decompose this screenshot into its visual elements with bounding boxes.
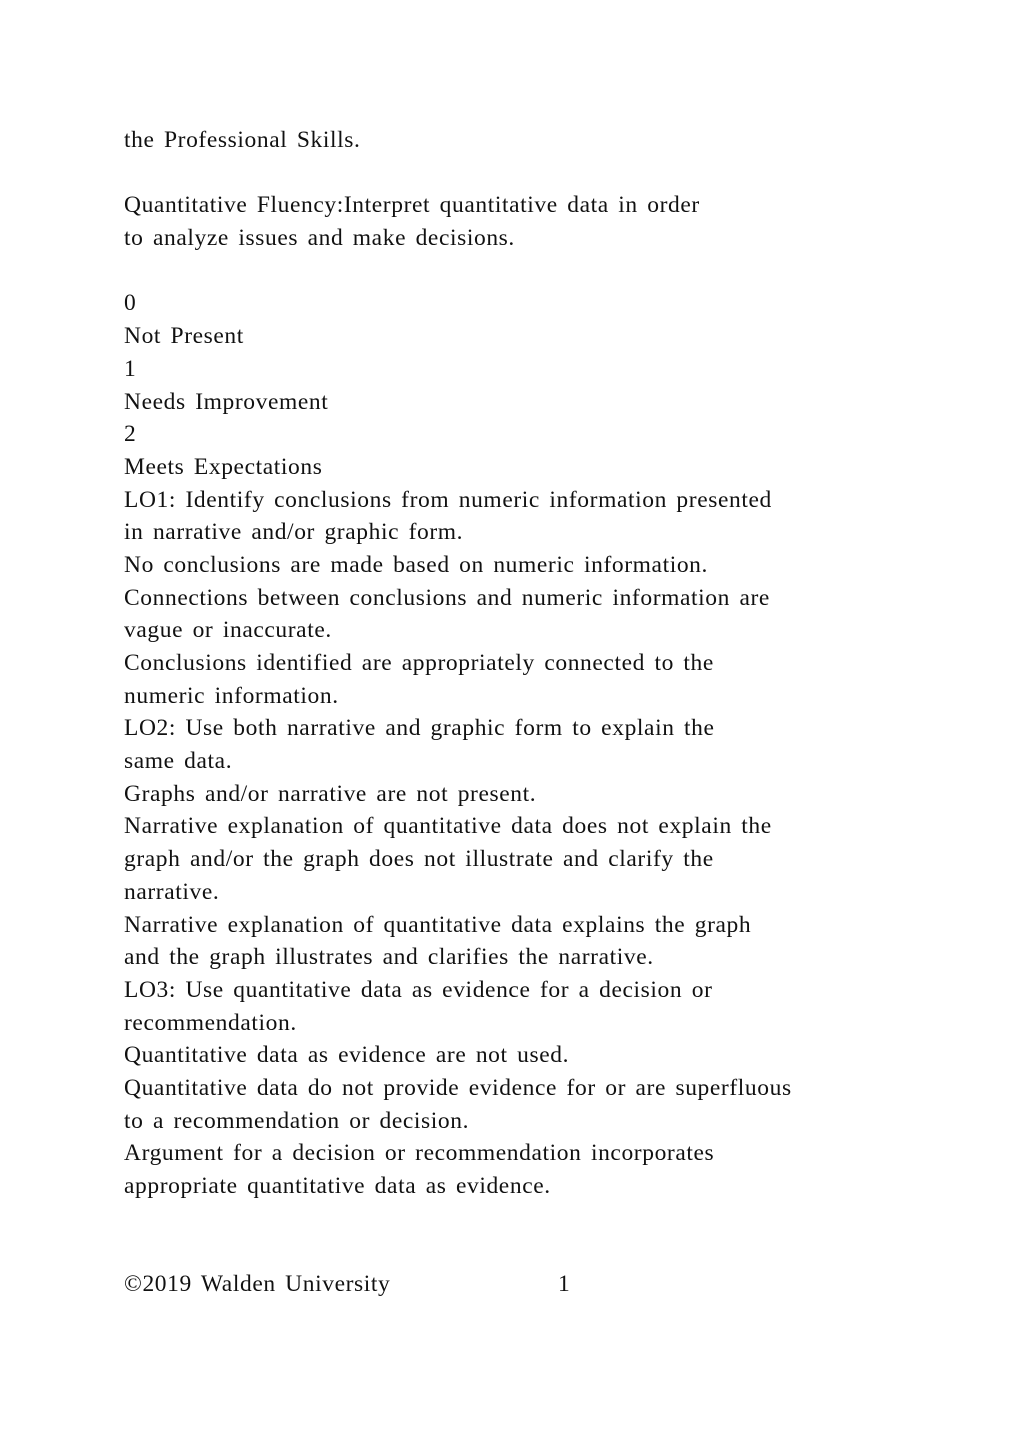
text-line: numeric information. [124,682,339,709]
text-line: 0 [124,290,137,317]
text-line: Graphs and/or narrative are not present. [124,780,537,807]
blank-line [124,157,924,190]
text-line: appropriate quantitative data as evidence. [124,1173,551,1199]
text-line: to a recommendation or decision. [124,1107,470,1134]
text-line: No conclusions are made based on numeric information. [124,551,709,578]
text-line: narrative. [124,878,220,905]
text-line: Quantitative data do not provide evidence for or are superfluous [124,1074,792,1101]
text-line: and the graph illustrates and clarifies the narrative. [124,944,654,971]
text-line: LO2: Use both narrative and graphic form to explain the [124,715,715,742]
text-line: recommendation. [124,1009,297,1036]
text-line: Connections between conclusions and numeric information are [124,584,770,611]
text-line: Needs Improvement [124,388,329,415]
document-body [124,124,924,1203]
page-footer [124,1268,571,1301]
text-line: in narrative and/or graphic form. [124,519,464,546]
text-line: Conclusions identified are appropriately connected to the [124,650,714,676]
page-number: 1 [558,1271,571,1297]
text-line: Narrative explanation of quantitative data does not explain the [124,813,772,840]
text-line: Meets Expectations [124,453,323,480]
blank-line [124,255,924,288]
text-line: Not Present [124,323,244,350]
text-line: LO1: Identify conclusions from numeric information presented [124,486,772,513]
copyright-text: ©2019 Walden University [124,1271,391,1297]
text-line: same data. [124,748,233,775]
text-line: to analyze issues and make decisions. [124,225,515,252]
text-line: the Professional Skills. [124,127,361,153]
text-line: vague or inaccurate. [124,617,332,644]
text-line: Quantitative data as evidence are not used. [124,1042,570,1069]
text-line: graph and/or the graph does not illustrate and clarify the [124,846,714,873]
text-line: Narrative explanation of quantitative data explains the graph [124,911,752,938]
text-line: LO3: Use quantitative data as evidence for a decision or [124,976,713,1003]
text-line: Argument for a decision or recommendation incorporates [124,1140,715,1167]
text-line: Quantitative Fluency:Interpret quantitative data in order [124,192,700,219]
text-line: 1 [124,355,137,382]
text-line: 2 [124,421,137,448]
